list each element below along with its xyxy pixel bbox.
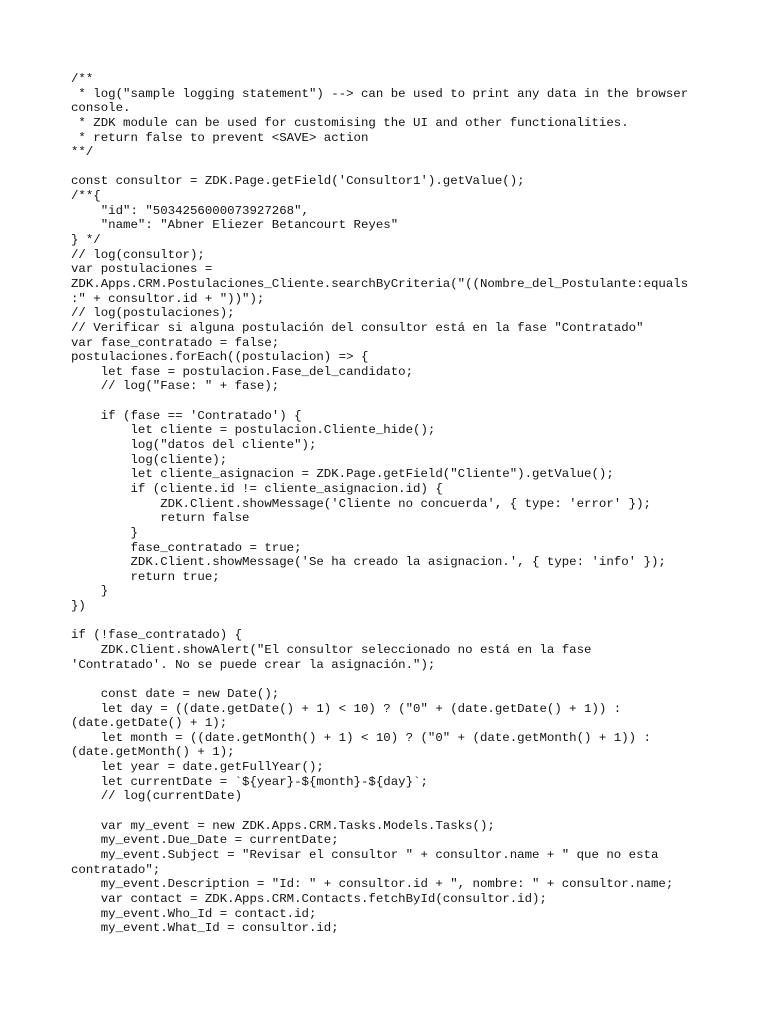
code-line: * log("sample logging statement") --> can be used to print any data in the browser [71, 86, 689, 101]
code-line: 'Contratado'. No se puede crear la asignación."); [71, 657, 436, 672]
code-line: my_event.Who_Id = contact.id; [71, 906, 317, 921]
code-line: let cliente = postulacion.Cliente_hide(); [71, 423, 436, 438]
code-line: var contact = ZDK.Apps.CRM.Contacts.fetchById(consultor.id); [71, 891, 547, 906]
code-block [71, 72, 711, 936]
code-line: my_event.Due_Date = currentDate; [71, 833, 339, 848]
code-line: (date.getDate() + 1); [71, 716, 228, 731]
code-line: * return false to prevent <SAVE> action [71, 130, 369, 145]
code-line: :" + consultor.id + "))"); [71, 291, 265, 306]
code-line: /**{ [71, 189, 101, 204]
code-line [71, 394, 711, 409]
code-line: } [71, 584, 109, 599]
code-line: let cliente_asignacion = ZDK.Page.getField("Cliente").getValue(); [71, 467, 614, 482]
code-line: **/ [71, 145, 94, 160]
code-line: if (cliente.id != cliente_asignacion.id) { [71, 481, 443, 496]
code-line: "name": "Abner Eliezer Betancourt Reyes" [71, 218, 399, 233]
code-line: * ZDK module can be used for customising the UI and other functionalities. [71, 115, 629, 130]
code-line: let year = date.getFullYear(); [71, 760, 324, 775]
code-line: // log(consultor); [71, 247, 205, 262]
code-line: ZDK.Client.showMessage('Cliente no concuerda', { type: 'error' }); [71, 496, 651, 511]
code-line: var fase_contratado = false; [71, 335, 280, 350]
code-line: let month = ((date.getMonth() + 1) < 10) ? ("0" + (date.getMonth() + 1)) : [71, 730, 651, 745]
code-line: // log("Fase: " + fase); [71, 379, 280, 394]
code-line [71, 614, 711, 629]
code-line: } [71, 525, 138, 540]
code-line: my_event.Description = "Id: " + consultor.id + ", nombre: " + consultor.name; [71, 877, 674, 892]
code-line: fase_contratado = true; [71, 540, 302, 555]
code-line: console. [71, 101, 131, 116]
code-line: var my_event = new ZDK.Apps.CRM.Tasks.Models.Tasks(); [71, 818, 495, 833]
code-line: let day = ((date.getDate() + 1) < 10) ? ("0" + (date.getDate() + 1)) : [71, 701, 622, 716]
code-line [71, 160, 711, 175]
code-line: log("datos del cliente"); [71, 438, 317, 453]
code-line: return true; [71, 569, 220, 584]
code-line: var postulaciones = [71, 262, 213, 277]
code-line: return false [71, 511, 250, 526]
code-line: // log(currentDate) [71, 789, 243, 804]
code-line: postulaciones.forEach((postulacion) => { [71, 350, 369, 365]
code-line: ZDK.Apps.CRM.Postulaciones_Cliente.searchByCriteria("((Nombre_del_Postulante:equals [71, 276, 689, 291]
code-line: }) [71, 599, 86, 614]
code-line: (date.getMonth() + 1); [71, 745, 235, 760]
code-line: const consultor = ZDK.Page.getField('Consultor1').getValue(); [71, 174, 525, 189]
code-line: log(cliente); [71, 452, 228, 467]
code-line: contratado"; [71, 862, 161, 877]
code-line: if (!fase_contratado) { [71, 628, 243, 643]
code-line: my_event.Subject = "Revisar el consultor " + consultor.name + " que no esta [71, 847, 659, 862]
code-line: if (fase == 'Contratado') { [71, 408, 302, 423]
code-line: /** [71, 72, 94, 86]
code-line: let currentDate = `${year}-${month}-${day}`; [71, 774, 428, 789]
code-line: // log(postulaciones); [71, 306, 235, 321]
code-line: "id": "5034256000073927268", [71, 203, 309, 218]
code-line [71, 804, 711, 819]
code-line: // Verificar si alguna postulación del consultor está en la fase "Contratado" [71, 320, 644, 335]
code-line: let fase = postulacion.Fase_del_candidato; [71, 364, 414, 379]
code-line: const date = new Date(); [71, 686, 280, 701]
code-line: my_event.What_Id = consultor.id; [71, 921, 339, 936]
code-line [71, 672, 711, 687]
code-line: ZDK.Client.showMessage('Se ha creado la asignacion.', { type: 'info' }); [71, 555, 666, 570]
code-line: ZDK.Client.showAlert("El consultor seleccionado no está en la fase [71, 642, 592, 657]
code-line: } */ [71, 233, 101, 248]
